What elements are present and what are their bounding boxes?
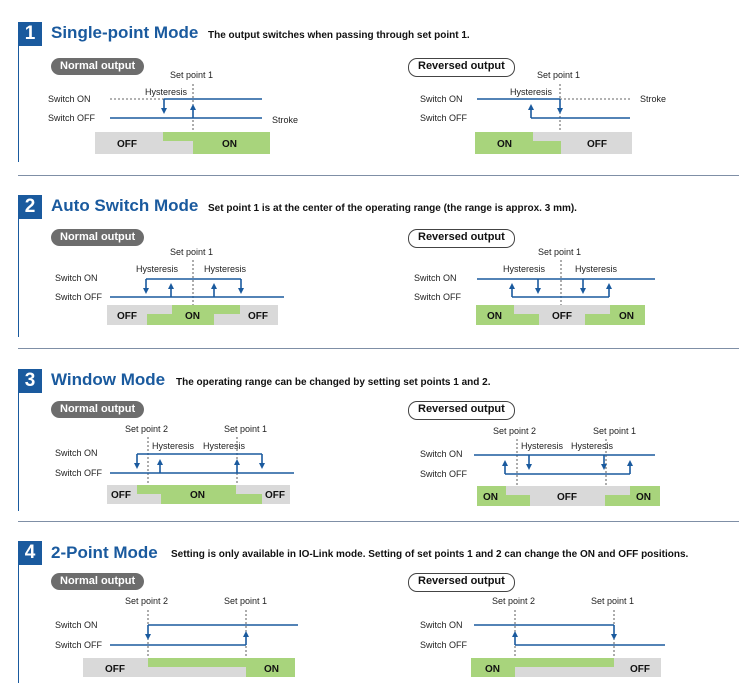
set-point-2-label: Set point 2 [492,596,536,606]
off-bar-label: OFF [557,492,577,503]
stroke-label: Stroke [272,115,299,125]
set-point-1-label: Set point 1 [538,247,582,257]
off-bar-label: OFF [552,311,572,322]
hysteresis-label: Hysteresis [575,264,618,274]
switch-on-label: Switch ON [55,273,98,283]
off-bar-label: OFF [105,664,125,675]
set-point-1-label: Set point 1 [224,424,268,434]
off-bar-segment [515,667,614,677]
switch-on-label: Switch ON [55,620,98,630]
switch-on-label: Switch ON [48,94,91,104]
set-point-1-label: Set point 1 [593,426,637,436]
normal-output-badge: Normal output [51,573,144,590]
section-title: 2-Point Mode [51,543,158,562]
switch-on-label: Switch ON [414,273,457,283]
on-bar-label: ON [487,311,502,322]
on-bar-label: ON [619,311,634,322]
set-point-2-label: Set point 2 [125,424,169,434]
section-title: Auto Switch Mode [51,196,199,215]
hysteresis-label: Hysteresis [571,441,614,451]
set-point-1-label: Set point 1 [224,596,268,606]
reversed-output-badge: Reversed output [408,573,515,592]
set-point-2-label: Set point 2 [493,426,537,436]
hysteresis-label: Hysteresis [503,264,546,274]
reversed-output-badge: Reversed output [408,229,515,248]
hysteresis-label: Hysteresis [145,87,188,97]
off-bar-label: OFF [630,664,650,675]
on-bar-label: ON [185,311,200,322]
off-bar-label: OFF [587,139,607,150]
hysteresis-label: Hysteresis [521,441,564,451]
off-bar-label: OFF [248,311,268,322]
section-description: Setting is only available in IO-Link mode. Setting of set points 1 and 2 can change the ON and OFF positions. [171,549,689,560]
hysteresis-label: Hysteresis [204,264,247,274]
switch-off-label: Switch OFF [420,469,468,479]
section-description: The output switches when passing through set point 1. [208,30,470,41]
switch-off-label: Switch OFF [55,292,103,302]
off-bar-label: OFF [117,139,137,150]
switch-off-label: Switch OFF [420,640,468,650]
section-description: Set point 1 is at the center of the operating range (the range is approx. 3 mm). [208,203,577,214]
normal-output-badge: Normal output [51,229,144,246]
set-point-1-label: Set point 1 [537,70,581,80]
section-title: Window Mode [51,370,166,389]
on-bar-label: ON [483,492,498,503]
switch-off-label: Switch OFF [414,292,462,302]
set-point-1-label: Set point 1 [170,247,214,257]
on-bar-label: ON [264,664,279,675]
switch-on-label: Switch ON [420,449,463,459]
off-bar-label: OFF [265,490,285,501]
section-number: 3 [18,369,42,393]
on-bar-label: ON [636,492,651,503]
switch-off-label: Switch OFF [55,468,103,478]
set-point-1-label: Set point 1 [170,70,214,80]
normal-output-badge: Normal output [51,401,144,418]
switch-on-label: Switch ON [420,94,463,104]
set-point-2-label: Set point 2 [125,596,169,606]
on-bar-label: ON [497,139,512,150]
switch-off-label: Switch OFF [420,113,468,123]
switch-on-label: Switch ON [55,448,98,458]
hysteresis-label: Hysteresis [203,441,246,451]
reversed-output-badge: Reversed output [408,58,515,77]
on-bar-label: ON [222,139,237,150]
normal-output-badge: Normal output [51,58,144,75]
section-title: Single-point Mode [51,23,199,42]
arrow-up-icon [512,631,518,637]
stroke-label: Stroke [640,94,667,104]
set-point-1-label: Set point 1 [591,596,635,606]
switch-off-label: Switch OFF [55,640,103,650]
off-bar-label: OFF [117,311,137,322]
on-bar-segment [515,658,614,667]
on-bar-label: ON [485,664,500,675]
off-bar-label: OFF [111,490,131,501]
section-number: 2 [18,195,42,219]
section-number: 1 [18,22,42,46]
hysteresis-label: Hysteresis [136,264,179,274]
hysteresis-label: Hysteresis [152,441,195,451]
switch-off-label: Switch OFF [48,113,96,123]
reversed-output-badge: Reversed output [408,401,515,420]
hysteresis-label: Hysteresis [510,87,553,97]
on-bar-label: ON [190,490,205,501]
section-number: 4 [18,541,42,565]
arrow-down-icon [611,634,617,640]
section-description: The operating range can be changed by setting set points 1 and 2. [176,377,491,388]
switch-on-label: Switch ON [420,620,463,630]
